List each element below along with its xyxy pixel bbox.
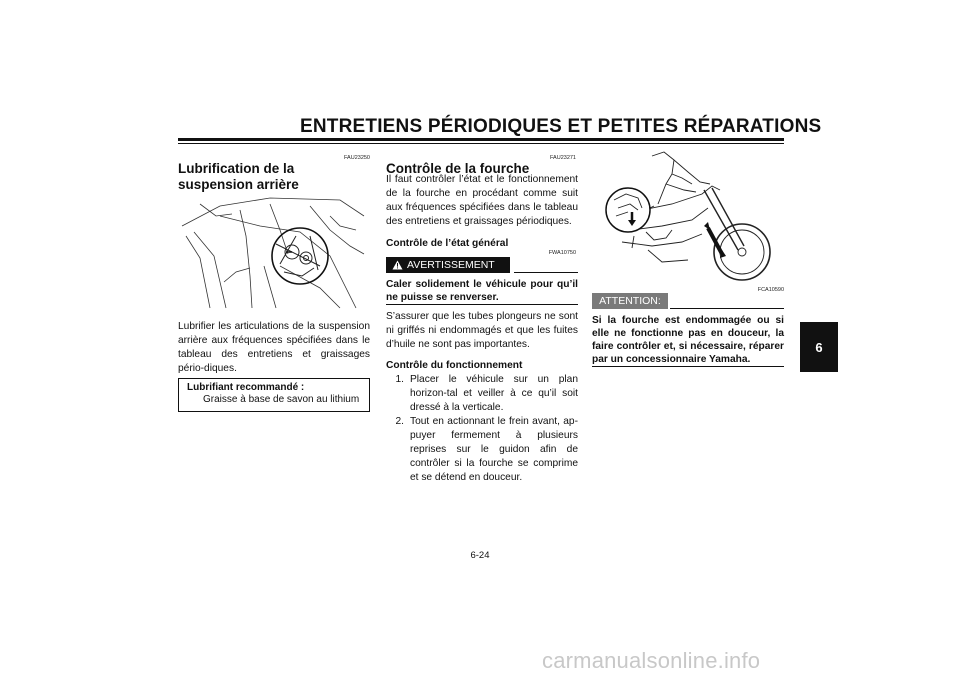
caution-code: FCA10590 bbox=[757, 287, 784, 293]
caution-bottom-rule bbox=[592, 366, 784, 367]
watermark: carmanualsonline.info bbox=[542, 648, 761, 673]
list-item bbox=[386, 415, 578, 485]
section-code: FAU23271 bbox=[550, 155, 576, 161]
step-text: Tout en actionnant le frein avant, ap-puyer fermement à plusieurs reprises sur le guidon afin de contrôler si la fourche se comprime et se détend en douceur. bbox=[410, 416, 578, 483]
warning-bottom-rule bbox=[386, 304, 578, 305]
lubricant-title: Lubrifiant recommandé : bbox=[187, 382, 305, 393]
warning-triangle-icon bbox=[392, 260, 403, 270]
subheading-operation-check: Contrôle du fonctionnement bbox=[386, 360, 523, 371]
header-rule-thin bbox=[178, 143, 784, 144]
warning-top-rule bbox=[514, 272, 578, 273]
step-text: Placer le véhicule sur un plan horizon-tal et veiller à ce qu’il soit dressé à la verticale. bbox=[410, 374, 578, 413]
tubes-paragraph: S’assurer que les tubes plongeurs ne sont ni griffés ni endommagés et que les fuites d’huile ne sont pas importantes. bbox=[386, 311, 578, 350]
caution-badge: ATTENTION: bbox=[592, 293, 668, 309]
section-heading: Contrôle de la fourche bbox=[386, 161, 530, 176]
warning-text: Caler solidement le véhicule pour qu’il ne puisse se renverser. bbox=[386, 279, 578, 303]
warning-code: FWA10750 bbox=[548, 250, 576, 256]
steps-list bbox=[386, 373, 578, 485]
step-number: 2. bbox=[395, 416, 404, 427]
list-item bbox=[386, 373, 578, 415]
warning-label: AVERTISSEMENT bbox=[407, 259, 495, 271]
section-heading: Lubrification de la suspension arrière bbox=[178, 161, 299, 192]
rear-suspension-illustration bbox=[180, 196, 366, 310]
section-code: FAU23250 bbox=[344, 155, 370, 161]
warning-badge bbox=[386, 257, 510, 273]
page-header-title: ENTRETIENS PÉRIODIQUES ET PETITES RÉPARATIONS bbox=[300, 116, 822, 137]
front-fork-illustration bbox=[592, 150, 786, 282]
caution-top-rule bbox=[670, 308, 784, 309]
subheading-general-check: Contrôle de l’état général bbox=[386, 238, 509, 249]
chapter-tab: 6 bbox=[800, 322, 838, 372]
caution-text: Si la fourche est endommagée ou si elle ne fonctionne pas en douceur, la faire contrôler et, si nécessaire, réparer par un concessionnaire Yamaha. bbox=[592, 315, 784, 365]
step-number: 1. bbox=[395, 374, 404, 385]
lubricant-box bbox=[178, 378, 370, 412]
rear-suspension-paragraph: Lubrifier les articulations de la suspension arrière aux fréquences spécifiées dans le tableau des entretiens et graissages pério-diques. bbox=[178, 321, 370, 374]
page-number: 6-24 bbox=[470, 550, 490, 561]
header-rule-thick bbox=[178, 138, 784, 141]
lubricant-value: Graisse à base de savon au lithium bbox=[203, 394, 360, 405]
fork-intro-paragraph: Il faut contrôler l’état et le fonctionnement de la fourche en procédant comme suit aux fréquences spécifiées dans le tableau des entretiens et graissages périodiques. bbox=[386, 174, 578, 227]
